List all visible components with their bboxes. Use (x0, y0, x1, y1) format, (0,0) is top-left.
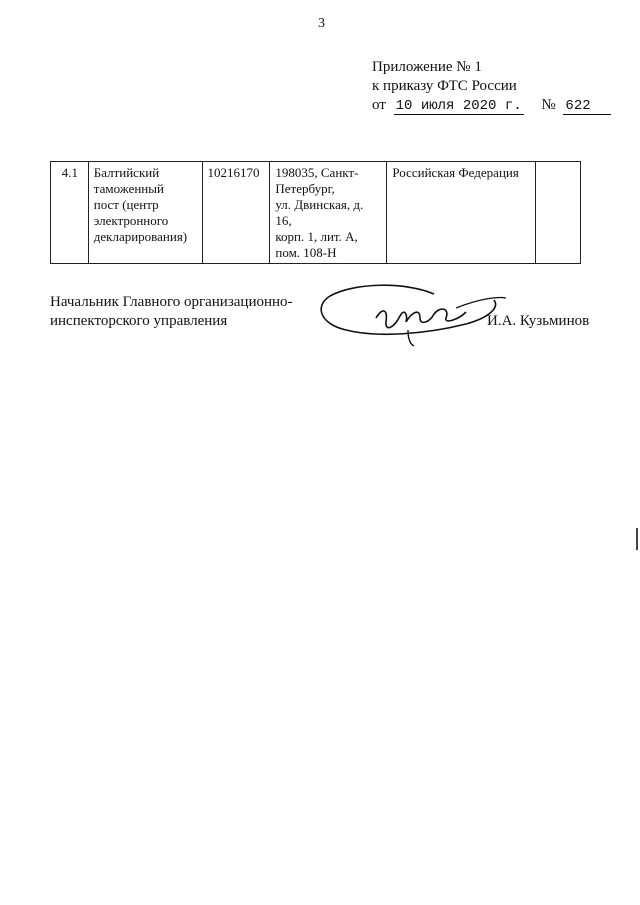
handwritten-signature (316, 278, 516, 348)
appendix-title: Приложение № 1 (372, 59, 482, 75)
address-line: пом. 108-Н (275, 245, 337, 260)
customs-post-table (50, 161, 581, 264)
order-number: 622 (563, 98, 611, 115)
appendix-header (372, 58, 611, 118)
number-sign: № (541, 97, 556, 113)
post-name (88, 162, 202, 264)
position-line: Начальник Главного организационно- (50, 294, 293, 310)
date-prefix: от (372, 97, 386, 113)
row-number: 4.1 (51, 162, 89, 264)
post-address (270, 162, 387, 264)
address-line: ул. Двинская, д. 16, (275, 197, 364, 228)
country: Российская Федерация (387, 162, 535, 264)
table-row (51, 162, 581, 264)
post-name-line: Балтийский (93, 165, 160, 180)
post-name-line: декларирования) (93, 229, 188, 244)
post-name-line: таможенный (93, 181, 164, 196)
signer-name: И.А. Кузьминов (487, 313, 590, 329)
post-name-line: электронного (93, 213, 169, 228)
signatory-position (50, 293, 293, 331)
appendix-order-ref: к приказу ФТС России (372, 78, 517, 94)
post-code: 10216170 (202, 162, 270, 264)
margin-mark (636, 528, 638, 550)
address-line: 198035, Санкт- (275, 165, 359, 180)
page-number: 3 (318, 16, 325, 31)
order-date: 10 июля 2020 г. (395, 98, 522, 114)
post-name-line: пост (центр (93, 197, 159, 212)
empty-cell (535, 162, 580, 264)
address-line: корп. 1, лит. А, (275, 229, 358, 244)
position-line: инспекторского управления (50, 313, 228, 329)
address-line: Петербург, (275, 181, 335, 196)
order-date-line (372, 96, 611, 118)
